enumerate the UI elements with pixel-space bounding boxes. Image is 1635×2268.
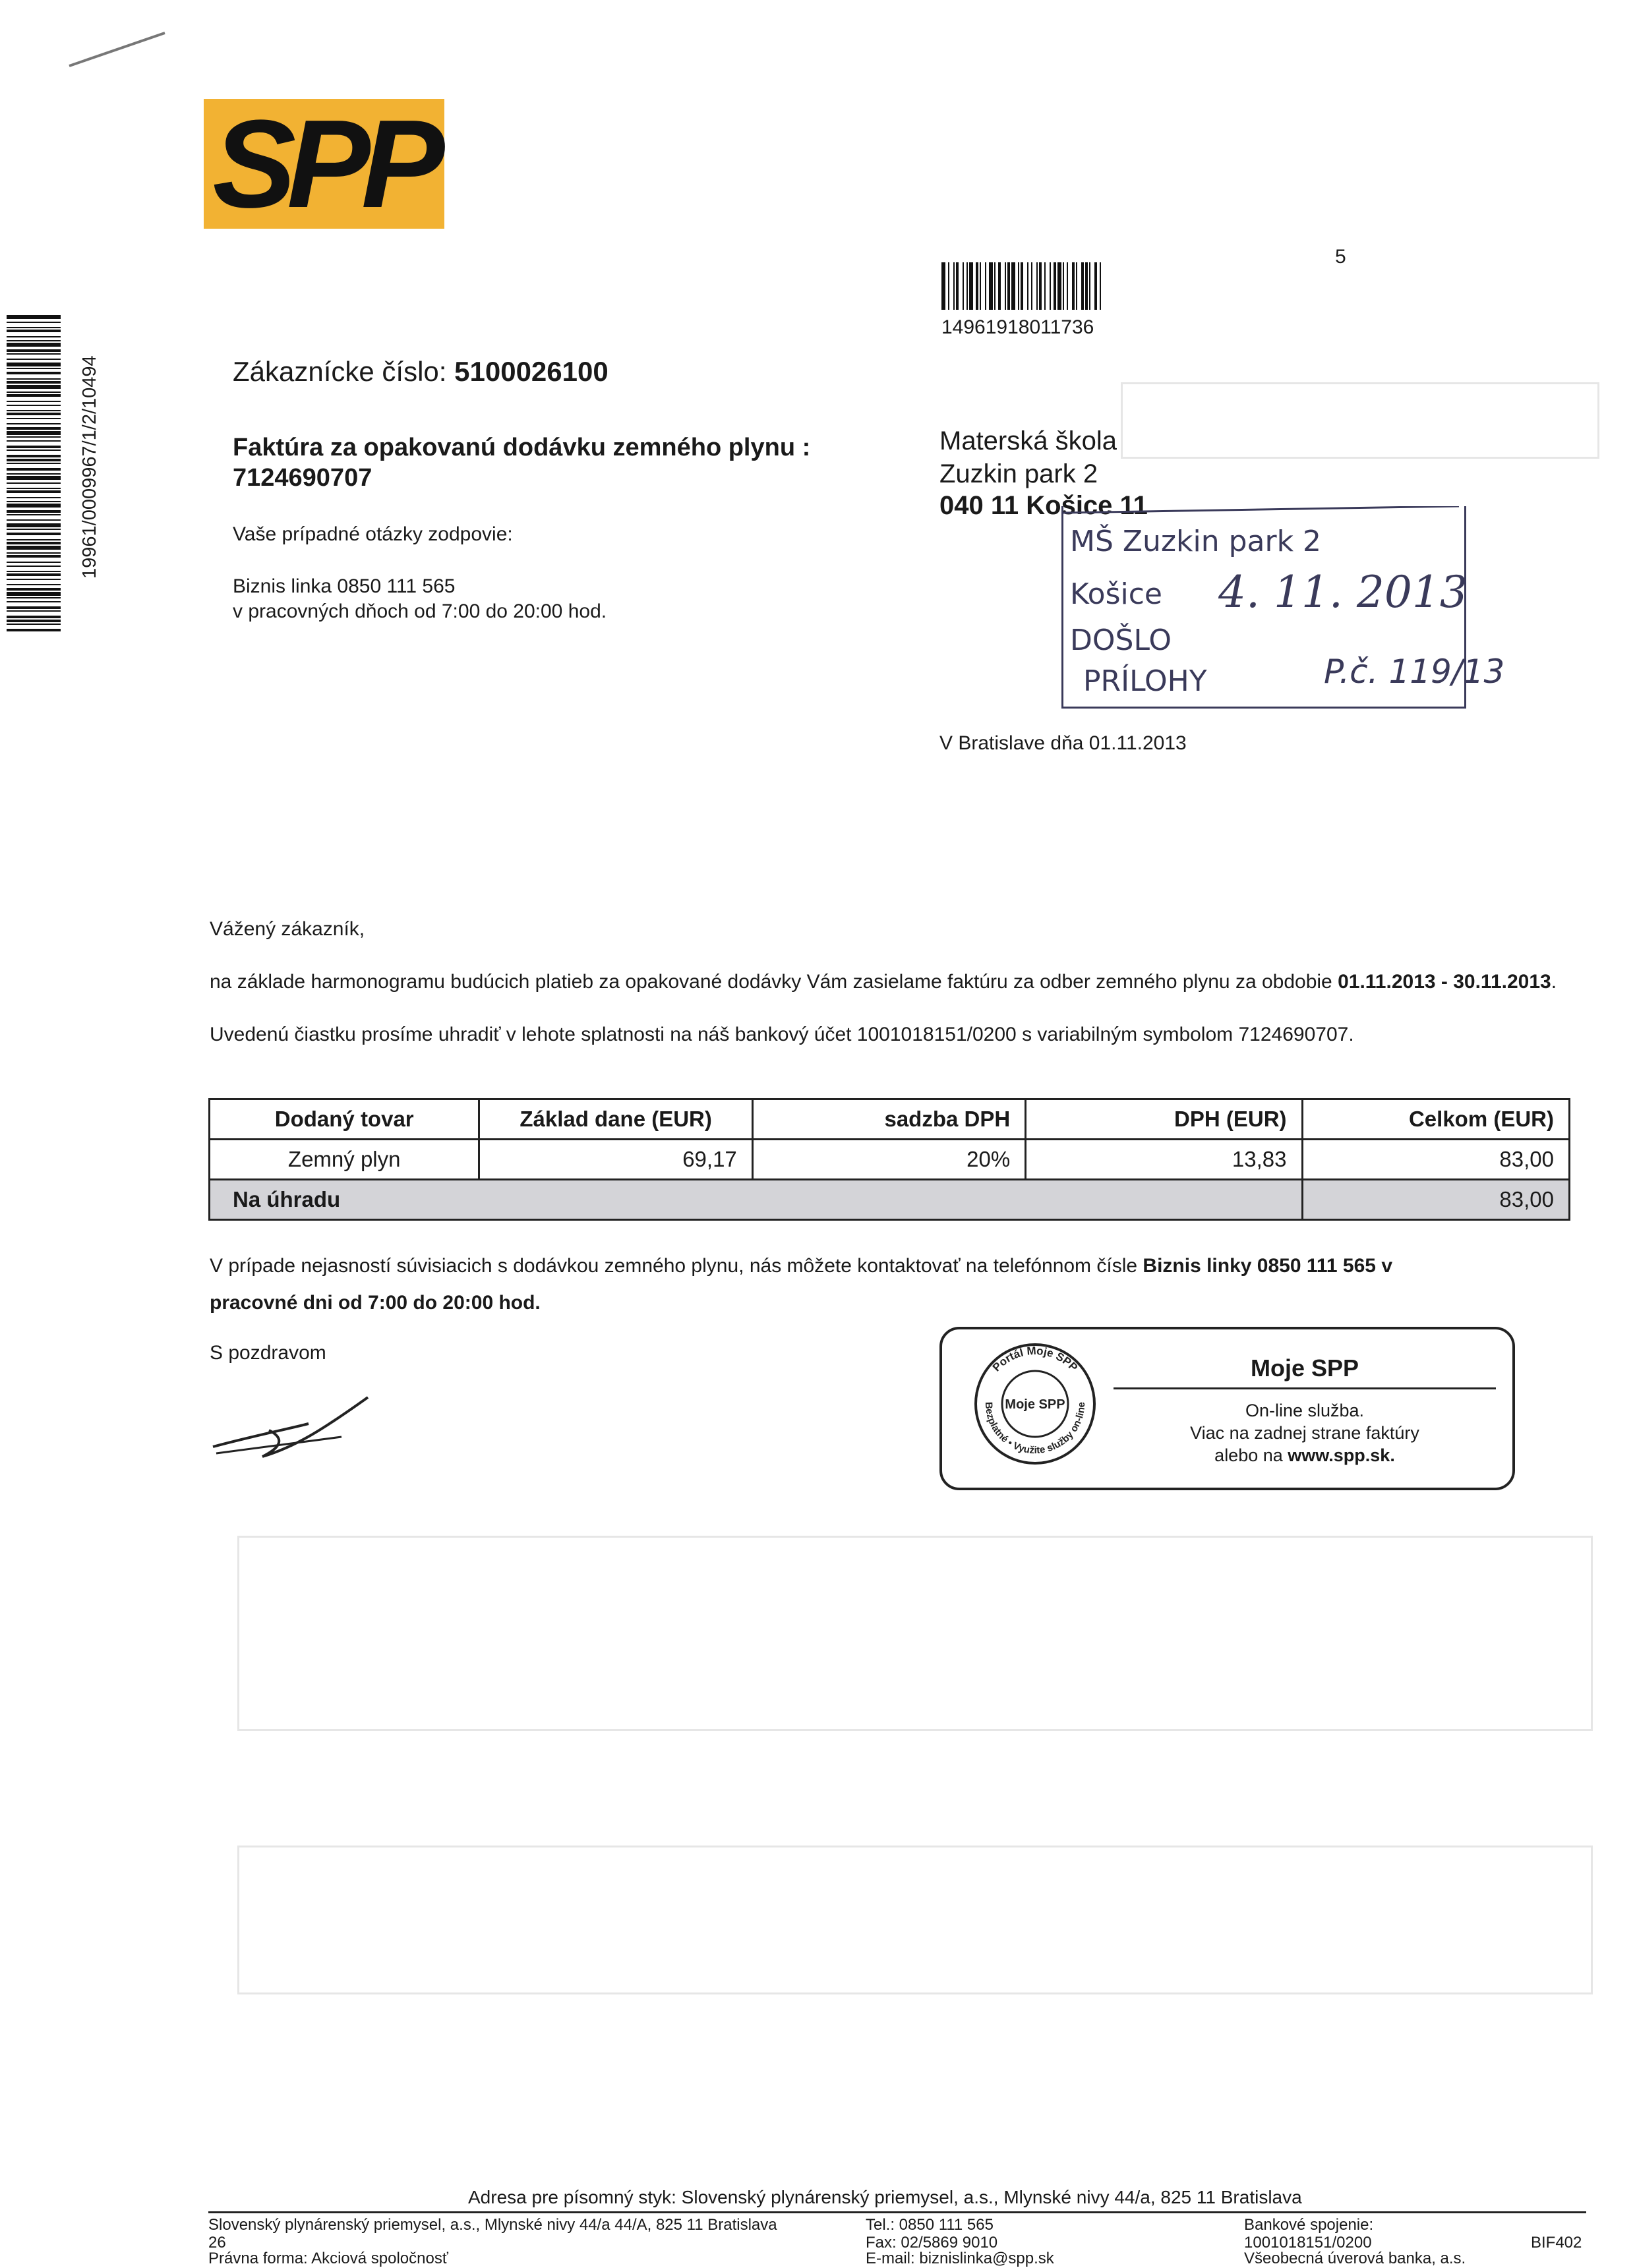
paragraph-period-end: . (1551, 971, 1557, 993)
salutation: Vážený zákazník, (210, 918, 365, 940)
recipient-name: Materská škola (939, 426, 1117, 455)
invoice-table (208, 1098, 1570, 1221)
stamp-line-2: Košice (1070, 577, 1162, 611)
cell-tax-base: 69,17 (479, 1140, 752, 1180)
stamp-line-1: MŠ Zuzkin park 2 (1070, 525, 1322, 558)
moje-spp-box (939, 1327, 1515, 1490)
paragraph-period-text: na základe harmonogramu budúcich platieb za opakované dodávky Vám zasielame faktúru za odber zemného plynu za obdobie (210, 971, 1338, 993)
customer-number: 5100026100 (454, 356, 609, 387)
contact-text: V prípade nejasností súvisiacich s dodávkou zemného plynu, nás môžete kontaktovať na telefónnom čísle (210, 1255, 1143, 1277)
table-header-row (210, 1099, 1570, 1140)
cell-goods: Zemný plyn (210, 1140, 479, 1180)
barcode-bar (1101, 262, 1102, 310)
received-stamp (1061, 506, 1505, 709)
svg-text:Portál Moje SPP (990, 1345, 1081, 1374)
header-vat: DPH (EUR) (1026, 1099, 1302, 1140)
footer-bank-name: Všeobecná úverová banka, a.s. (1244, 2250, 1466, 2267)
sheet-number: 5 (1335, 246, 1346, 268)
moje-spp-line-2: Viac na zadnej strane faktúry (1190, 1423, 1419, 1443)
closing: S pozdravom (210, 1342, 326, 1364)
footer-address: Adresa pre písomný styk: Slovenský plynárenský priemysel, a.s., Mlynské nivy 44/a, 825 11 Bratislava (468, 2187, 1302, 2207)
footer-bank-account: 1001018151/0200 (1244, 2234, 1372, 2252)
moje-spp-divider (1114, 1387, 1496, 1389)
show-through-box (237, 1846, 1593, 1994)
total-value: 83,00 (1302, 1180, 1569, 1220)
cell-total: 83,00 (1302, 1140, 1569, 1180)
total-label: Na úhradu (210, 1180, 1303, 1220)
questions-line-2: v pracovných dňoch od 7:00 do 20:00 hod. (233, 600, 607, 622)
table-total-row (210, 1180, 1570, 1220)
contact-paragraph (210, 1248, 1581, 1322)
spp-logo-mark: SPP (212, 94, 436, 234)
recipient-street: Zuzkin park 2 (939, 459, 1098, 488)
footer-bank-label: Bankové spojenie: (1244, 2216, 1374, 2234)
show-through-box (237, 1536, 1593, 1731)
moje-spp-seal (972, 1341, 1098, 1467)
stamp-attach-number: P.č. 119/13 (1324, 653, 1505, 691)
header-tax-base: Základ dane (EUR) (479, 1099, 752, 1140)
seal-center: Moje SPP (1005, 1397, 1065, 1412)
footer-page: 26 (208, 2234, 226, 2252)
header-total: Celkom (EUR) (1302, 1099, 1569, 1140)
stamp-date: 4. 11. 2013 (1218, 567, 1468, 618)
footer-tel: Tel.: 0850 111 565 (866, 2216, 994, 2234)
moje-spp-line-1: On-line služba. (1245, 1401, 1365, 1420)
table-row (210, 1140, 1570, 1180)
seal-ring-bottom: Bezplatné • Využite služby on-line (982, 1401, 1088, 1457)
cell-vat: 13,83 (1026, 1140, 1302, 1180)
moje-spp-link[interactable]: www.spp.sk. (1288, 1445, 1395, 1465)
paragraph-payment: Uvedenú čiastku prosíme uhradiť v lehote splatnosti na náš bankový účet 1001018151/0200 s variabilným symbolom 7124690707. (210, 1024, 1354, 1045)
barcode-number: 14961918011736 (941, 316, 1094, 338)
pen-mark (66, 26, 171, 73)
side-barcode-text: 19961/0009967/1/2/10494 (79, 355, 100, 579)
stamp-line-4: PRÍLOHY (1083, 664, 1207, 698)
footer-legal: Právna forma: Akciová spoločnosť (208, 2250, 448, 2267)
paragraph-period (210, 970, 1588, 994)
moje-spp-title: Moje SPP (1250, 1354, 1359, 1381)
billing-period: 01.11.2013 - 30.11.2013 (1338, 971, 1551, 993)
invoice-title: Faktúra za opakovanú dodávku zemného plynu : (233, 434, 811, 461)
barcode-bar (7, 631, 61, 634)
place-date: V Bratislave dňa 01.11.2013 (939, 732, 1187, 754)
moje-spp-line-3-text: alebo na (1214, 1445, 1288, 1465)
stamp-line-3: DOŠLO (1070, 624, 1172, 657)
moje-spp-line-3 (1114, 1445, 1496, 1466)
invoice-number: 7124690707 (233, 464, 372, 492)
signature (210, 1391, 381, 1463)
contact-hours: pracovné dni od 7:00 do 20:00 hod. (210, 1292, 541, 1314)
customer-number-line (233, 356, 609, 388)
header-vat-rate: sadzba DPH (752, 1099, 1025, 1140)
footer-divider (208, 2211, 1586, 2213)
questions-intro: Vaše prípadné otázky zodpovie: (233, 523, 513, 545)
cell-vat-rate: 20% (752, 1140, 1025, 1180)
side-barcode (7, 315, 61, 634)
footer-fax: Fax: 02/5869 9010 (866, 2234, 998, 2252)
footer-email: E-mail: biznislinka@spp.sk (866, 2250, 1054, 2267)
footer-code: BIF402 (1531, 2234, 1582, 2252)
show-through-box (1121, 382, 1599, 459)
top-barcode (941, 262, 1102, 310)
customer-number-label: Zákaznícke číslo: (233, 356, 447, 387)
questions-line-1: Biznis linka 0850 111 565 (233, 575, 456, 597)
contact-phone: Biznis linky 0850 111 565 v (1143, 1255, 1393, 1277)
recipient-city: 040 11 Košice 11 (939, 491, 1148, 520)
seal-ring-top: Portál Moje SPP (990, 1344, 1081, 1374)
header-goods: Dodaný tovar (210, 1099, 479, 1140)
spp-logo (204, 94, 444, 234)
footer-company: Slovenský plynárenský priemysel, a.s., Mlynské nivy 44/a 44/A, 825 11 Bratislava (208, 2216, 777, 2234)
